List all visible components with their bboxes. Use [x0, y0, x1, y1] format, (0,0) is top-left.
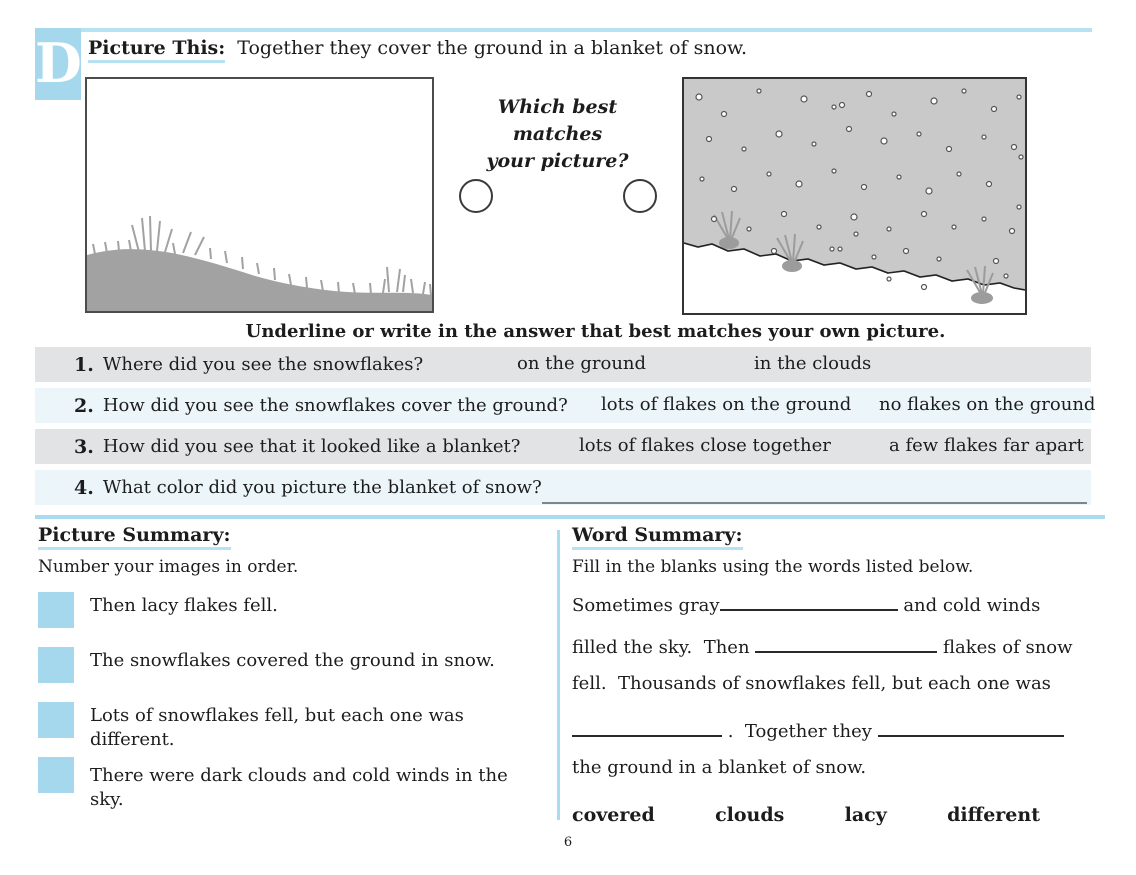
list-item [38, 592, 543, 628]
word-summary-section [572, 524, 1097, 826]
line-1-post: and cold winds [897, 595, 1041, 616]
choice-circle-left[interactable] [459, 179, 493, 213]
picture-summary-item-1-text: Then lacy flakes fell. [90, 595, 278, 616]
picture-this-heading [88, 37, 747, 59]
page-number: 6 [563, 835, 573, 850]
question-3-number: 3. [74, 435, 94, 458]
number-input-box-4[interactable] [38, 757, 74, 793]
top-accent-bar [35, 28, 1092, 32]
paragraph-line-5 [572, 757, 1097, 799]
question-1-text: Where did you see the snowflakes? [102, 354, 424, 375]
picture-option-ground-image [85, 77, 434, 313]
snowfall-drawing [684, 79, 1025, 313]
number-input-box-1[interactable] [38, 592, 74, 628]
picture-this-label: Picture This: [88, 37, 225, 63]
paragraph-line-3 [572, 673, 1097, 715]
fill-blank-3[interactable] [572, 715, 722, 737]
question-1-number: 1. [74, 353, 94, 376]
number-input-box-2[interactable] [38, 647, 74, 683]
word-bank-item-clouds[interactable]: clouds [715, 804, 785, 826]
line-2-pre: filled the sky. Then [572, 637, 756, 658]
fill-in-paragraph [572, 589, 1097, 799]
picture-summary-instruction: Number your images in order. [38, 557, 299, 577]
question-2-option-1[interactable]: lots of flakes on the ground [601, 394, 852, 415]
question-1-option-1[interactable]: on the ground [517, 353, 647, 374]
section-divider-horizontal [35, 515, 1105, 519]
word-bank-item-covered[interactable]: covered [572, 804, 655, 826]
question-2-option-2[interactable]: no flakes on the ground [879, 394, 1096, 415]
number-input-box-3[interactable] [38, 702, 74, 738]
picture-this-sentence: Together they cover the ground in a blanket of snow. [237, 37, 748, 59]
fill-blank-2[interactable] [755, 631, 937, 653]
question-row-2 [35, 388, 1096, 423]
list-item [38, 702, 543, 750]
section-divider-vertical [557, 530, 560, 820]
question-4-number: 4. [74, 476, 94, 499]
picture-summary-item-2-text: The snowflakes covered the ground in snow. [90, 650, 495, 671]
picture-summary-title: Picture Summary: [38, 524, 231, 550]
line-2-post: flakes of snow [937, 637, 1073, 658]
word-bank-item-different[interactable]: different [947, 804, 1040, 826]
paragraph-line-2 [572, 631, 1097, 673]
picture-summary-section [38, 524, 543, 812]
question-row-4 [35, 470, 1091, 505]
line-4-mid: . Together they [722, 721, 878, 742]
question-1-option-2[interactable]: in the clouds [754, 353, 872, 374]
question-2-text: How did you see the snowflakes cover the ground? [102, 395, 568, 416]
prompt-line-2: your picture? [486, 150, 629, 172]
picture-summary-item-4-text: There were dark clouds and cold winds in the sky. [90, 765, 508, 810]
lesson-letter-badge: D [35, 28, 81, 100]
paragraph-line-1 [572, 589, 1097, 631]
picture-summary-items [38, 592, 543, 810]
underline-instruction: Underline or write in the answer that best matches your own picture. [245, 321, 946, 342]
question-3-option-1[interactable]: lots of flakes close together [579, 435, 831, 456]
fill-blank-4[interactable] [878, 715, 1064, 737]
prompt-line-1: Which best matches [497, 96, 618, 145]
word-bank-item-lacy[interactable]: lacy [844, 804, 887, 826]
word-summary-instruction: Fill in the blanks using the words listed below. [572, 557, 974, 577]
word-bank [572, 804, 1040, 826]
fill-blank-1[interactable] [720, 589, 898, 611]
line-5-text: the ground in a blanket of snow. [572, 757, 867, 778]
question-4-text: What color did you picture the blanket of snow? [102, 477, 542, 498]
question-2-number: 2. [74, 394, 94, 417]
paragraph-line-4 [572, 715, 1097, 757]
question-row-1 [35, 347, 1091, 382]
questions-list [35, 347, 1096, 511]
which-best-matches-prompt [450, 94, 665, 175]
picture-summary-item-3-text: Lots of snowflakes fell, but each one was different. [90, 705, 464, 750]
question-3-option-2[interactable]: a few flakes far apart [889, 435, 1084, 456]
list-item [38, 647, 543, 683]
grass-hill-drawing [87, 79, 432, 311]
choice-circle-right[interactable] [623, 179, 657, 213]
picture-option-snow-image [682, 77, 1027, 315]
question-row-3 [35, 429, 1091, 464]
word-summary-title: Word Summary: [572, 524, 743, 550]
list-item [38, 757, 543, 810]
question-4-answer-blank[interactable] [542, 502, 1087, 504]
line-1-pre: Sometimes gray [572, 595, 720, 616]
line-3-text: fell. Thousands of snowflakes fell, but each one was [572, 673, 1051, 694]
question-3-text: How did you see that it looked like a blanket? [102, 436, 521, 457]
